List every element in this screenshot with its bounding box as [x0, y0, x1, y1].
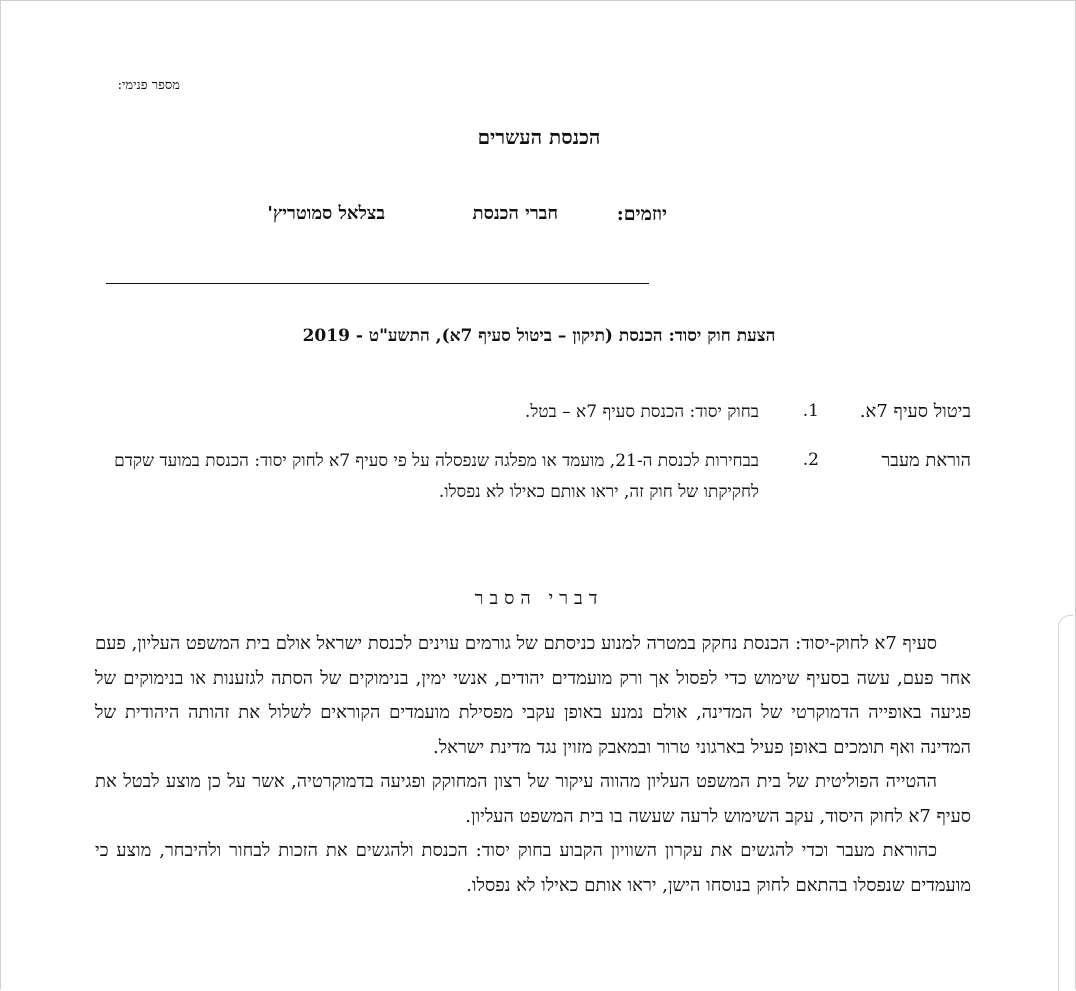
bill-title: הצעת חוק יסוד: הכנסת (תיקון – ביטול סעיף 7א), התשע"ט - 2019: [302, 326, 776, 346]
section-2-text: בבחירות לכנסת ה-21, מועמד או מפלגה שנפסלה על פי סעיף 7א לחוק יסוד: הכנסת במועד שקדם לחקיקתו של חוק זה, יראו אותם כאילו לא נפסלו.: [114, 451, 759, 502]
section-2-heading: הוראת מעבר: [881, 450, 971, 471]
section-1-heading: ביטול סעיף 7א.: [859, 401, 971, 422]
section-1-text: בחוק יסוד: הכנסת סעיף 7א – בטל.: [524, 402, 759, 422]
divider-line: [106, 283, 649, 284]
explanation-paragraph-1: סעיף 7א לחוק-יסוד: הכנסת נחקק במטרה למנוע כניסתם של גורמים עוינים לכנסת ישראל אולם בית המשפט העליון, פעם אחר פעם, עשה בסעיף שימוש כדי לפסול אך ורק מועמדים יהודים, אנשי ימין, בנימוקים של הסתה לגזענות או בנימוקים של פגיעה באופייה הדמוקרטי של המדינה, אולם נמנע באופן עקבי מפסילת מועמדים הקוראים לשלול את זהותה היהודית של המדינה ואף תומכים באופן פעיל בארגוני טרור ובמאבק מזוין נגד מדינת ישראל.: [95, 633, 971, 758]
explanation-paragraph-3: כהוראת מעבר וכדי להגשים את עקרון השוויון הקבוע בחוק יסוד: הכנסת ולהגשים את הזכות לבחור ולהיבחר, מוצע כי מועמדים שנפסלו בהתאם לחוק בנוסחו הישן, יראו אותם כאילו לא נפסלו.: [95, 840, 971, 896]
internal-number-label: מספר פנימי:: [117, 78, 180, 93]
section-2-number: 2.: [802, 450, 819, 470]
explanation-body: [95, 627, 971, 903]
document-title: הכנסת העשרים: [477, 125, 601, 149]
page-edge-bracket: [1058, 615, 1073, 991]
explanation-paragraph-2: ההטייה הפוליטית של בית המשפט העליון מהווה עיקור של רצון המחוקק ופגיעה בדמוקרטיה, אשר על כן מוצע לבטל את סעיף 7א לחוק היסוד, עקב השימוש לרעה שעשה בו בית המשפט העליון.: [95, 771, 971, 827]
initiators-label: יוזמים:: [616, 203, 667, 225]
initiators-members: חברי הכנסת: [472, 203, 558, 224]
explanation-heading: דברי הסבר: [474, 588, 604, 609]
initiators-name: בצלאל סמוטריץ': [267, 203, 385, 224]
section-1-number: 1.: [802, 401, 819, 421]
